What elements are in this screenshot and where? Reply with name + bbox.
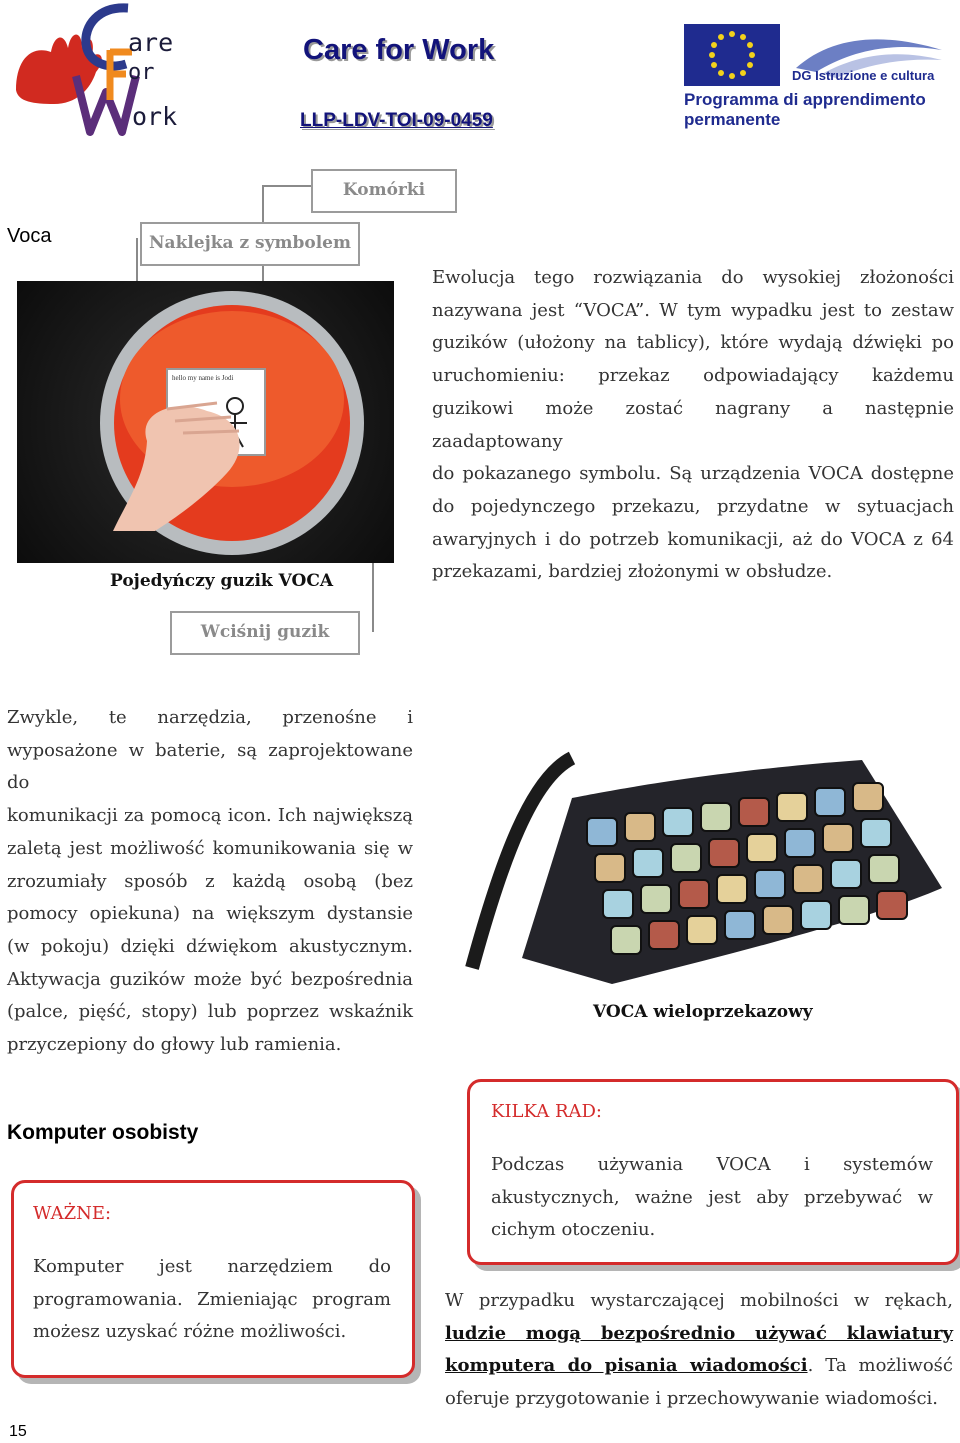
page-number: 15 <box>9 1423 27 1440</box>
eu-logo-line2: Programma di apprendimento <box>684 90 926 109</box>
project-logo <box>6 0 206 140</box>
keypad-cell <box>671 844 701 872</box>
keypad-cell <box>853 783 883 811</box>
text-line: W przypadku wystarczającej mobilności w rękach, <box>445 1290 953 1311</box>
caption-single-button: Pojedyńczy guzik VOCA <box>110 571 334 591</box>
text-line: awaryjnych i do potrzeb komunikacji, aż do VOCA z 64 <box>432 528 954 550</box>
keypad-cell <box>793 865 823 893</box>
section-heading-computer: Komputer osobisty <box>7 1121 199 1144</box>
keypad-cell <box>777 793 807 821</box>
important-box <box>11 1180 415 1378</box>
keypad-cell <box>785 829 815 857</box>
bold-phrase: komputera do pisania wiadomości <box>445 1355 808 1377</box>
keypad-cell <box>755 870 785 898</box>
keypad-cell <box>815 788 845 816</box>
keypad-cell <box>839 896 869 924</box>
photo-sticker-text: hello my name is Jodi <box>172 374 234 382</box>
tips-box-title: KILKA RAD: <box>491 1101 602 1122</box>
keypad-cell <box>641 885 671 913</box>
important-box-title: WAŻNE: <box>33 1203 112 1224</box>
text-line: Aktywacja guzików może być bezpośrednia <box>7 968 413 990</box>
text-line: uruchomieniu: przekaz odpowiadający każdemu <box>432 365 954 387</box>
plain-phrase: . Ta możliwość <box>807 1355 953 1377</box>
voca-multi-photo <box>462 738 950 988</box>
project-code: LLP-LDV-TOI-09-0459 <box>300 110 493 131</box>
caption-multi-voca: VOCA wieloprzekazowy <box>593 1002 813 1022</box>
keypad-cell <box>649 921 679 949</box>
eu-stars-icon <box>684 24 780 86</box>
keypad-cell <box>877 891 907 919</box>
text-line: możesz uzyskać różne możliwości. <box>33 1321 347 1343</box>
text-line: guzikowi może zostać nagrany a następnie zaadaptowany <box>432 397 954 452</box>
keypad-cell <box>801 901 831 929</box>
keypad-cell <box>687 916 717 944</box>
text-line: zaletą jest możliwość komunikowania się w <box>7 837 413 859</box>
section-heading-voca: Voca <box>7 225 52 247</box>
keypad-cell <box>831 860 861 888</box>
keypad-cell <box>823 824 853 852</box>
keypad-cell <box>625 813 655 841</box>
text-line: oferuje przygotowanie i przechowywanie wiadomości. <box>445 1388 939 1410</box>
keypad-cell <box>663 808 693 836</box>
logo-word-ork: ork <box>132 102 178 131</box>
voca-paragraph-2 <box>7 702 413 1062</box>
text-line: wyposażone w baterie, są zaprojektowane do <box>7 739 413 794</box>
text-line: akustycznych, ważne jest aby przebywać w <box>491 1186 933 1208</box>
eu-programme-logo <box>680 24 948 134</box>
keypad-cell <box>633 849 663 877</box>
text-line: Podczas używania VOCA i systemów <box>491 1154 933 1175</box>
text-line: pomocy opiekuna) na większym dystansie <box>7 903 413 925</box>
logo-word-are: are <box>128 28 174 57</box>
keypad-cell <box>725 911 755 939</box>
voca-keyboard-icon <box>462 738 950 988</box>
text-line: (w pokoju) dzięki dźwiękom akustycznym. <box>7 935 413 957</box>
keypad-cell <box>747 834 777 862</box>
text-line: guzików (ułożony na tablicy), które wydają dźwięki po <box>432 332 954 354</box>
keypad-cell <box>717 875 747 903</box>
voca-single-button-photo <box>17 281 394 563</box>
callout-sticker: Naklejka z symbolem <box>140 222 360 266</box>
keypad-cell <box>701 803 731 831</box>
keypad-cell <box>763 906 793 934</box>
keypad-cell <box>595 854 625 882</box>
text-line: do pojedynczego przekazu, przydatne w sytuacjach <box>432 495 954 517</box>
text-line: Ewolucja tego rozwiązania do wysokiej złożoności <box>432 267 954 288</box>
eu-logo-line3: permanente <box>684 110 781 129</box>
voca-paragraph-1 <box>432 262 954 589</box>
text-line-bold: ludzie mogą bezpośrednio używać klawiatury <box>445 1322 953 1344</box>
text-line: komunikacji za pomocą icon. Ich największą <box>7 805 413 827</box>
text-line-mixed <box>445 1350 953 1383</box>
text-line: cichym otoczeniu. <box>491 1219 656 1241</box>
text-line: Komputer jest narzędziem do <box>33 1256 391 1277</box>
logo-word-or: or <box>128 60 155 85</box>
text-line: Zwykle, te narzędzia, przenośne i <box>7 707 413 728</box>
keypad-cell <box>869 855 899 883</box>
eu-flag <box>684 24 780 86</box>
tips-box <box>467 1079 959 1265</box>
keypad-cell <box>587 818 617 846</box>
keypad-cell <box>603 890 633 918</box>
callout-press-button: Wciśnij guzik <box>170 611 360 655</box>
keypad-cell <box>611 926 641 954</box>
text-line: programowania. Zmieniając program <box>33 1288 391 1310</box>
keypad-cell <box>709 839 739 867</box>
keypad-cell <box>739 798 769 826</box>
text-line: przekazami, bardziej złożonymi w obsłudze. <box>432 561 833 583</box>
text-line: do pokazanego symbolu. Są urządzenia VOCA dostępne <box>432 463 954 485</box>
text-line: nazywana jest “VOCA”. W tym wypadku jest to zestaw <box>432 299 954 321</box>
text-line: (palce, pięść, stopy) lub poprzez wskaźnik <box>7 1001 413 1023</box>
header-title: Care for Work <box>303 34 495 66</box>
keypad-cell <box>679 880 709 908</box>
text-line: zrozumiały sposób z każdą osobą (bez <box>7 870 413 892</box>
keypad-cell <box>861 819 891 847</box>
voca-button-icon <box>17 281 394 563</box>
computer-paragraph <box>445 1285 953 1416</box>
callout-cells: Komórki <box>311 169 457 213</box>
eu-logo-line1: DG Istruzione e cultura <box>792 68 935 83</box>
text-line: przyczepiony do głowy lub ramienia. <box>7 1034 342 1056</box>
